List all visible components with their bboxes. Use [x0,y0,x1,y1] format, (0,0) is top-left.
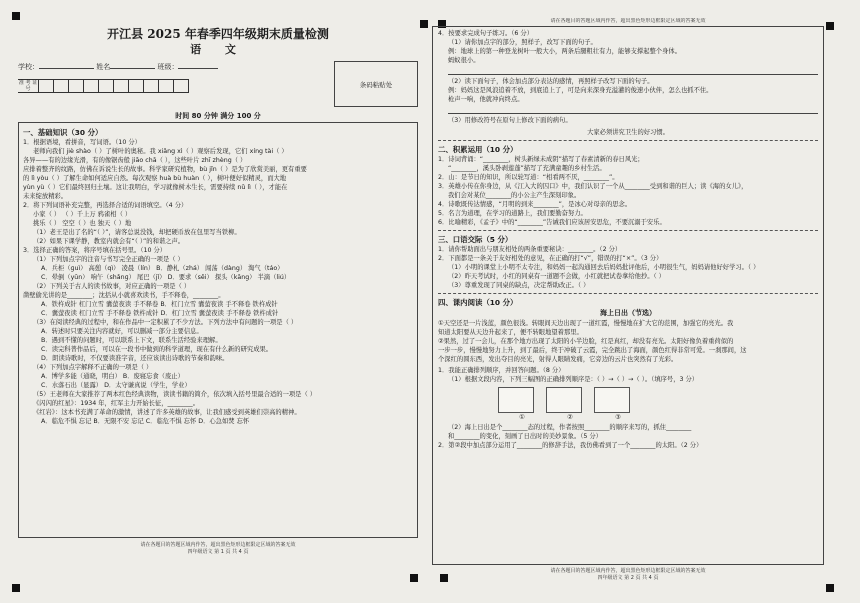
passage-line: 知道太阳要从天边升起来了，便不转眼地望着那里。 [438,329,583,336]
question-line: 和________的变化，刻画了日出时的美妙景象。（5 分） [448,433,602,440]
name-label: 姓名 [96,63,111,71]
passage-line: ②果然，过了一会儿，在那个地方出现了太阳的小半边脸，红是真红，却没有亮光。太阳好像负着重荷似的 [438,338,734,345]
passage-line: 个深红的圆东西，发出夺目的亮光，射得人眼睛发痛，它旁边的云片也突然有了光彩。 [438,356,678,363]
question-line: （2）读下面句子，体会加点部分表达的感情，再照样子改写下面的句子。 [448,78,654,85]
question-line: 老师向我们 jiè shào（ ）了树叶的奥秘。我 xiǎng xì（ ）观察后发现，它们 xíng tài（ ） [33,148,288,155]
question-line: （2）海上日出是个________态的过程，作者按照________的顺序来写的，抓住________ [448,424,692,431]
sunrise-picture [498,387,534,413]
passage-title: 海上日出（节选） [600,309,656,317]
question-line: 我们会对某位________的小公主产生深刻印象。 [448,192,581,199]
question-line: （2）昨天考试时，小红的同桌有一道题不会做，小红就把试卷拿给他抄。（ ） [448,273,665,280]
question-line: （3）在阅读经典的过程中，和在作品中一定积累了不少方法。下列方法中有问题的一项是（ ） [33,319,298,326]
question-line: 各异——有的边缘光滑，有的像锯齿般 jiāo chā（ ），这些叶片 zhī zhèng（ ） [23,157,247,164]
question-line: 例：地球上的第一种登龙树叶一般大小，两条后腿粗壮有力，能够支撑起整个身体。 [448,48,681,55]
footer-warning: 请在各题目的答题区域内作答，超出黑色矩形边框限定区域的答案无效 [550,568,706,574]
subject-title: 语 文 [190,43,246,56]
question-line: 未来绽放精彩。 [23,193,68,200]
question-line: 1．诗词背诵：“________，树头新绿未成阴”描写了春素清新的春日风光； [438,156,644,163]
page-number: 四年级语文 第 2 页 共 4 页 [597,575,659,580]
option-line: A．铁杵成针 杠门立雪 囊萤夜读 手不释卷 B．杠门立雪 囊萤夜读 手不释卷 铁杵成针 [41,301,278,308]
registration-mark [420,20,428,28]
sunrise-picture [546,387,582,413]
question-line: 1．我能正确排列顺序，并回答问题。（8 分） [438,367,565,374]
page-2 [432,18,824,580]
barcode-area: 条码粘贴处 [334,61,418,107]
option-line: B．遇到不懂的问题时，可以联系上下文，联系生活经验来理解。 [41,337,222,344]
question-line: 枪声一响，他就冲向终点。 [448,96,524,103]
answer-line[interactable] [448,105,818,114]
option-line: A．兵柜（ɡuì） 高憩（qì） 凌晨（lín） B．静札（zhá） 闯荡（dàng） 淘气（táo） [41,265,284,272]
option-line: C．晕倒（yūn） 响午（shǎnɡ） 尾巴（jǐ） D．要求（sēi） 探头（kāng） 半滴（liú） [41,274,291,281]
question-line: （3）用修改符号在原句上修改下面的病句。 [448,117,572,124]
option-line: A．博学多能（通晓，明白） B．废寝忘食（废止） [41,373,184,380]
exam-number-label: 准 考 证 号 [18,80,38,92]
option-line: A．临危不惧 忘记 B．无限不安 忘记 C．临危不惧 忘怀 D．心急如焚 忘怀 [41,418,250,425]
question-line: 6．比喻精彩，《孟子》中的“________”告诫我们应该居安思危，不要沉溺于安乐。 [438,219,666,226]
sunrise-picture [594,387,630,413]
question-line: 3．选择正确的答案，将序号填在括号里。（10 分） [23,247,167,254]
question-line: 凿壁偷光讲的是________；沈括从小就喜欢读书，手不释卷，________。 [23,292,225,299]
question-line: 4．按要求完成句子练习。（6 分） [438,30,534,37]
question-line: （5）王老师在大家推荐了两本红色经典读物，读读书籍的简介，依次填入括号里最合适的一项是（ ） [33,391,317,398]
page-1 [18,18,418,580]
question-line: 5．名言为道理，在学习的道路上，我们要勤奋努力。 [438,210,587,217]
page-number: 四年级语文 第 1 页 共 4 页 [187,549,249,555]
answer-area-1 [18,122,418,538]
option-line: C．水落石出（显露） D．太守谦真说（学生，学业） [41,382,191,389]
answer-area-2 [432,26,824,565]
picture-label: ① [519,414,525,421]
question-line: （1）下列加点字的注音与书写完全正确的一项是（ ） [33,256,184,263]
question-line: 1．根据语境，看拼音，写词语。（10 分） [23,139,141,146]
section-accumulate-heading: 二、积累运用（10 分） [438,145,518,154]
question-line: （2）下列关于古人的读书故事，对应正确的一项是（ ） [33,283,191,290]
question-line: “________，溪头卧剥莲蓬”描写了充满童趣的乡村生活。 [448,165,606,172]
section-oral-heading: 三、口语交际（5 分） [438,235,513,244]
question-line: （4）下列加点字解释不正确的一项是（ ） [33,364,153,371]
question-line: 2．将下列词语补充完整，再选择合适的词语填空。（4 分） [23,202,188,209]
question-line: 2．第②段中加点部分运用了________的修辞手法，我仿佛看到了一个________的太阳。（2 分） [438,442,703,449]
question-line: 4．诗歌既传达情感，“月明的到来________”，是冰心对母亲的思念。 [438,201,632,208]
answer-line[interactable] [448,66,818,75]
question-line: 1．请你帮助面出与朋友相处的两条重要秘诀：________。（2 分） [438,246,622,253]
question-line: 挑乐（ ） 空空（ ）也 独天（ ）地 [33,220,132,227]
section-reading-heading: 四、课内阅读（10 分） [438,298,518,307]
question-line: （3）尊重发现了同桌的缺点，决定帮助改正。（ ） [448,282,590,289]
question-line: 2．下面都是一条关于友好相处的意见，在正确的打“√”，错误的打“×”。（3 分） [438,255,663,262]
option-line: C．囊萤夜读 杠门立雪 手不释卷 铁杵成针 D．杠门立雪 囊萤夜读 手不释卷 铁杵成针 [41,310,279,317]
option-line: C．读完科普作品后，可以在一段书中做到的科学道理，现在有什么新的研究成果。 [41,346,273,353]
question-line: 例：妈妈这是风浪追着不放，到底追上了，可是向来深身充溢灌的俊速小伙伴，怎么也抓不住。 [448,87,713,94]
sentence-to-fix: 大家必须讲究卫生的好习惯。 [587,129,669,136]
question-line: （1）老王是出了名的“（ ）”，请客总说没钱，却把硬币放在包里写当铁柳。 [33,229,241,236]
passage-line: 一步一步，慢慢地努力上升，到了最后，终于冲破了云霞，完全跳出了海面，颜色红得非常可爱。一刹那间，这 [438,347,747,354]
question-line: （2）如果下课学静，教室内就会有“（ ）”的和谐之声。 [33,238,185,245]
time-score: 时间 80 分钟 满分 100 分 [175,112,261,120]
question-line: 应排着整齐的纹路，仿佛在诉说生长的故事。科学家研究植物，bù jǐn（ ）是为了欣赏美丽，更有重要 [23,166,307,173]
question-line: 的 lì yòu（ ）了解生命如何适应自然。每次观察 huà bù huàn（ ），树叶便好似精灵，而大地 [23,175,287,182]
question-line: 《闪闪的红星》：1934 年，红军主力开始长征，________。 [33,400,200,407]
exam-number-grid[interactable] [18,79,218,93]
question-line: 2．山：是节日的知识，所以轮写道：“相看两不厌，________”。 [438,174,619,181]
question-line: （1）小明的课堂上小明不太专注，和妈妈一起沟通回去后妈妈批评他后，小明很生气，妈妈请他好好学习。（ ） [448,264,760,271]
picture-label: ③ [615,414,621,421]
question-line: 小家（ ） （ ）千上万 鸦雀相（ ） [33,211,132,218]
header-warning: 请在各题目的答题区域内作答，超出黑色矩形边框限定区域的答案无效 [550,18,706,24]
section-basic-heading: 一、基础知识（30 分） [23,128,103,137]
option-line: A．转述时只要关注内容就好，可以删减一部分主要信息。 [41,328,203,335]
picture-label: ② [567,414,573,421]
picture-row [498,387,818,422]
registration-mark [826,584,834,592]
question-line: （1）请你加点字的部分，照样子，改写下面的句子。 [448,39,597,46]
option-line: D．朗读诗歌时，不仅要读准字音，还应该读出诗歌的节奏和韵味。 [41,355,229,362]
registration-mark [12,584,20,592]
registration-mark [826,22,834,30]
question-line: 蚂蚁很小。 [448,57,480,64]
question-line: yùn yù（ ）它们最终回归土壤。这让我明白，学习就像树木生长，需要持续 nǔ lì（ ），才能在 [23,184,288,191]
exam-title: 开江县 2025 年春季四年级期末质量检测 [107,27,329,41]
passage-line: ①天空还是一片浅蓝，颜色很浅。转眼间天边出现了一道红霞，慢慢地在扩大它的范围，加强它的亮光。我 [438,320,734,327]
question-line: （1）根据文段内容，下列三幅图的正确排列顺序是：（ ）→（ ）→（ ）。（填序号，3 分） [448,376,699,383]
class-label: 班级： [157,63,179,71]
footer-warning: 请在各题目的答题区域内作答，超出黑色矩形边框限定区域的答案无效 [140,542,296,548]
school-label: 学校： [18,63,39,71]
question-line: 3．英雄小传在你身边，从《江入大的囚口》中，我们认识了一个从________受到和谐的巨人；读《海的女儿》， [438,183,748,190]
question-line: 《红岩》：这本书充满了革命的激情，讲述了许多英雄的故事，让我们感受到英雄们崇高的精神。 [33,409,301,416]
